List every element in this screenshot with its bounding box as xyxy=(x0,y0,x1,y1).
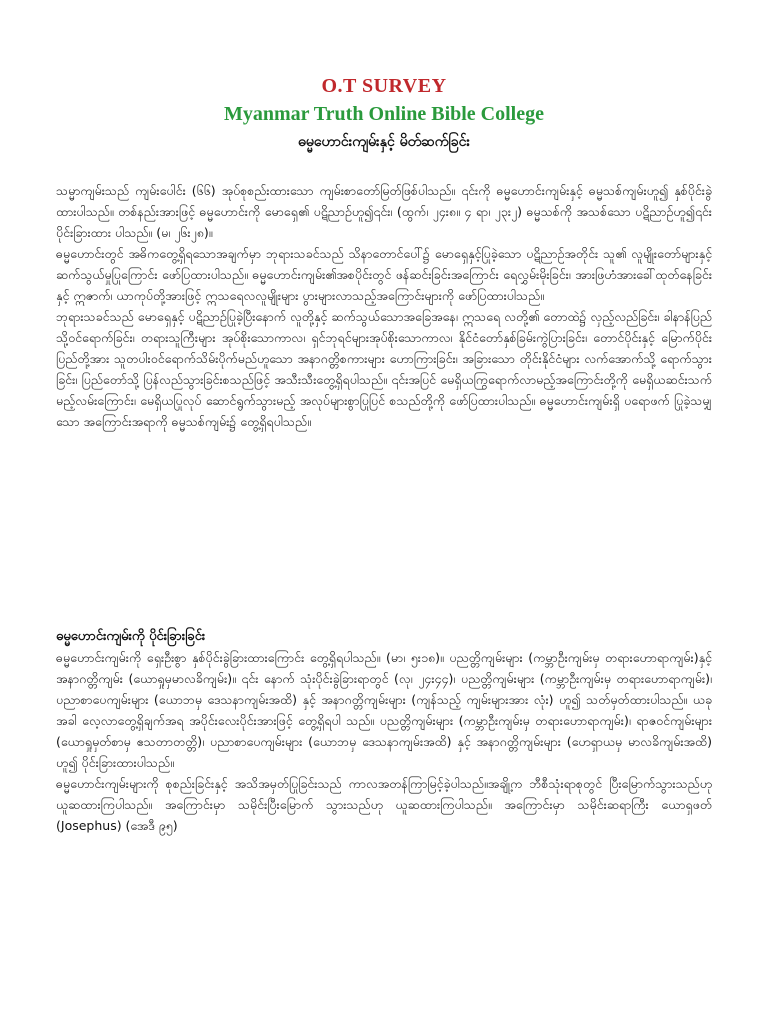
body-paragraph: ဓမ္မဟောင်းတွင် အဓိကတွေ့ရှိရသောအချက်မှာ ဘုရားသခင်သည် သိနာတောင်ပေါ်၌ မောရှေနှင့်ပြုခဲ့သော ပဋိညာဉ်အတိုင်း သူ၏ လူမျိုးတော်များနှင့် ဆက်သွယ်မှုပြုကြောင်း ဖော်ပြထားပါသည်။ ဓမ္မဟောင်းကျမ်း၏အစပိုင်းတွင် ဖန်ဆင်းခြင်းအကြောင်း ရေလွှမ်းမိုးခြင်း၊ အားဖြဟံအားခေါ်ထုတ်နေခြင်းနှင့် ဣဇာက်၊ ယာကုပ်တို့အားဖြင့် ဣသရေလလူမျိုးများ ပွားများလာသည့်အကြောင်းများကို ဖော်ပြထားပါသည်။ xyxy=(56,246,712,303)
section-heading: ဓမ္မဟောင်းကျမ်းကို ပိုင်းခြားခြင်း xyxy=(56,629,206,644)
division-section xyxy=(56,626,712,836)
intro-section xyxy=(56,180,712,432)
body-paragraph: ဘုရားသခင်သည် မောရှေနှင့် ပဋိညာဉ်ပြုခဲ့ပြီးနောက် လူတို့နှင့် ဆက်သွယ်သောအခြေအနေ၊ ဣသရေ လတို့၏ တောထဲ၌ လှည့်လည်ခြင်း၊ ခါနာန်ပြည်သို့ဝင်ရောက်ခြင်း၊ တရားသူကြီးများ အုပ်စိုးသောကာလ၊ ရှင်ဘုရင်များအုပ်စိုးသောကာလ၊ နိုင်ငံတော်နှစ်ခြမ်းကွဲပြားခြင်း၊ တောင်ပိုင်းနှင့် မြောက်ပိုင်းပြည်တို့အား သူတပါးဝင်ရောက်သိမ်းပိုက်မည်ဟူသော အနာဂတ္တိစကားများ ဟောကြားခြင်း၊ အခြားသော တိုင်းနိုင်ငံများ လက်အောက်သို့ ရောက်သွားခြင်း၊ ပြည်တော်သို့ ပြန်လည်သွားခြင်းစသည်ဖြင့် အသီးသီးတွေ့ရှိရပါသည်။ ၎င်းအပြင် မေရှိယကြွရောက်လာမည့်အကြောင်းတို့ကို မေရှိယဆင်းသက်မည့်လမ်းကြောင်း၊ မေရှိယပြုလုပ် ဆောင်ရွက်သွားမည့် အလုပ်များစွာပြုပြင် စသည်တို့ကို ဖော်ပြထားပါသည်။ ဓမ္မဟောင်းကျမ်းရှိ ပရောဖက် ပြုခဲ့သမျှသော အကြောင်းအရာကို ဓမ္မသစ်ကျမ်း၌ တွေ့ရှိရပါသည်။ xyxy=(56,309,712,429)
document-header xyxy=(0,74,768,152)
document-title: O.T SURVEY xyxy=(321,75,447,97)
body-paragraph: ဓမ္မဟောင်းကျမ်းကို ရှေးဦးစွာ နှစ်ပိုင်းခွဲခြားထားကြောင်း တွေ့ရှိရပါသည်။ (မာ၊ ၅း၁၈)။ ပညတ္တိကျမ်းများ (ကမ္ဘာဦးကျမ်းမှ တရားဟောရာကျမ်း)နှင့် အနာဂတ္တိကျမ်း (ယောရှုမှမာလခိကျမ်း)။ ၎င်း နောက် သုံးပိုင်းခွဲခြားရာတွင် (လု၊ ၂၄း၄၄)၊ ပညတ္တိကျမ်းများ (ကမ္ဘာဦးကျမ်းမှ တရားဟောရာကျမ်း)၊ ပညာစာပေကျမ်းများ (ယောဘမှ ဒေသနာကျမ်းအထိ) နှင့် အနာဂတ္တိကျမ်းများ (ကျန်သည့် ကျမ်းများအား လုံး) ဟူ၍ သတ်မှတ်ထားပါသည်။ ယခုအခါ လေ့လာတွေ့ရှိချက်အရ အပိုင်းလေးပိုင်းအားဖြင့် တွေ့ရှိရပါ သည်။ ပညတ္တိကျမ်းများ (ကမ္ဘာဦးကျမ်းမှ တရားဟောရာကျမ်း)၊ ရာဇဝင်ကျမ်းများ (ယောရှုမှတ်စာမှ ဧသတာတတ္တိ)၊ ပညာစာပေကျမ်းများ (ယောဘမှ ဒေသနာကျမ်းအထိ) နှင့် အနာဂတ္တိကျမ်းများ (ဟေရှာယမှ မာလခိကျမ်းအထိ) ဟူ၍ ပိုင်းခြားထားပါသည်။ xyxy=(56,650,712,770)
body-paragraph: သမ္မာကျမ်းသည် ကျမ်းပေါင်း (၆၆) အုပ်စုစည်းထားသော ကျမ်းစာတော်မြတ်ဖြစ်ပါသည်။ ၎င်းကို ဓမ္မဟောင်းကျမ်းနှင့် ဓမ္မသစ်ကျမ်းဟူ၍ နှစ်ပိုင်းခွဲထားပါသည်။ တစ်နည်းအားဖြင့် ဓမ္မဟောင်းကို မောရှေ၏ ပဋိညာဉ်ဟူ၍၎င်း၊ (ထွက်၊ ၂၄း၈။ ၄ ရာ၊ ၂၃း၂) ဓမ္မသစ်ကို အသစ်သော ပဋိညာဉ်ဟူ၍၎င်း ပိုင်းခြားထား ပါသည်။ (မ၊ ၂၆း၂၈)။ xyxy=(56,183,712,240)
document-title-myanmar: ဓမ္မဟောင်းကျမ်းနှင့် မိတ်ဆက်ခြင်း xyxy=(298,134,470,150)
college-name: Myanmar Truth Online Bible College xyxy=(223,103,544,125)
body-paragraph: ဓမ္မဟောင်းကျမ်းများကို စုစည်းခြင်းနှင့် အသိအမှတ်ပြုခြင်းသည် ကာလအတန်ကြာမြင့်ခဲ့ပါသည်။အချို့က ဘီစီသုံးရာစုတွင် ပြီးမြောက်သွားသည်ဟု ယူဆထားကြပါသည်။ အကြောင်းမှာ သမိုင်းပြီးမြောက် သွားသည်ဟု ယူဆထားကြပါသည်။ အကြောင်းမှာ သမိုင်းဆရာကြီး ယောရှဖတ် (Josephus) (အေဒီ ၉၅) xyxy=(56,776,712,833)
